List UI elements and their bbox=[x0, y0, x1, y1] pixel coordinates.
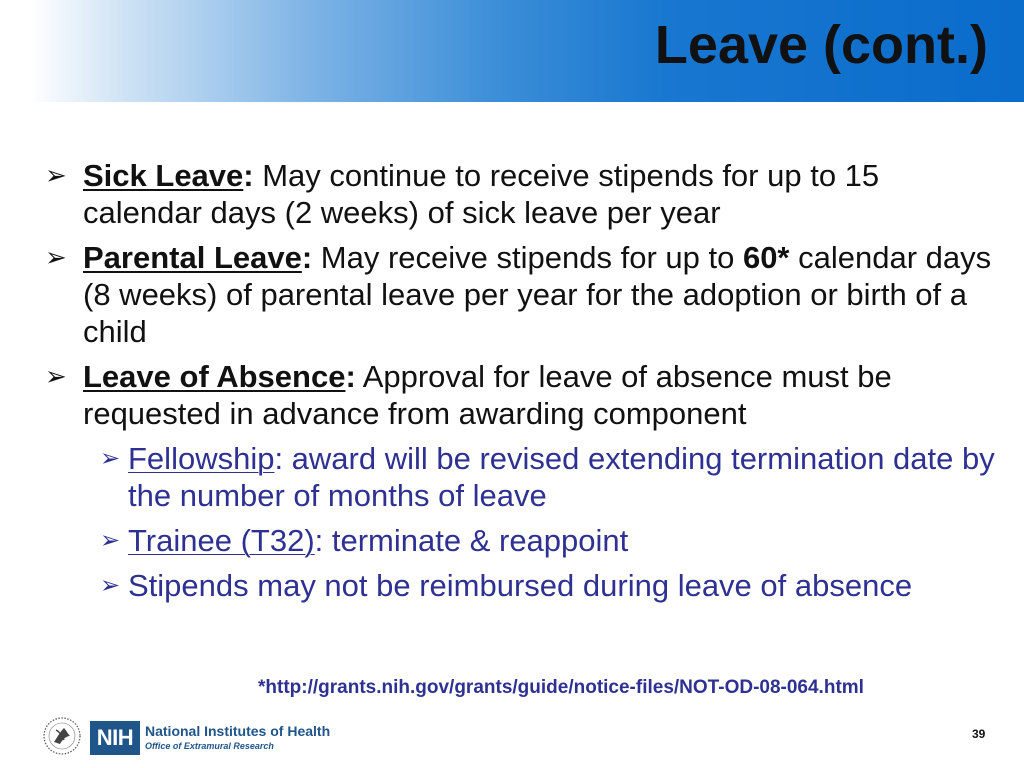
arrowhead-bullet-icon: ➢ bbox=[100, 572, 121, 599]
bullet-text: calendar days (8 weeks) of parental leave per year for the adoption or birth of a child bbox=[83, 240, 992, 349]
emphasis-60: 60* bbox=[742, 240, 790, 275]
sub-bullet-trainee bbox=[45, 522, 1005, 559]
sub-bullet-fellowship bbox=[45, 440, 1005, 514]
nih-office: Office of Extramural Research bbox=[145, 741, 274, 751]
arrowhead-bullet-icon: ➢ bbox=[100, 527, 121, 554]
footnote-url[interactable]: *http://grants.nih.gov/grants/guide/notice-files/NOT-OD-08-064.html bbox=[258, 677, 864, 698]
bullet-list bbox=[45, 157, 1005, 612]
bullet-text: Approval for leave of absence must be requested in advance from awarding component bbox=[83, 359, 892, 431]
bullet-sick-leave: ➢ Sick Leave: May continue to receive stipends for up to 15 calendar days (2 weeks) of sick leave per year bbox=[45, 158, 880, 230]
term-sick-leave: Sick Leave bbox=[83, 158, 244, 193]
bullet-text: May continue to receive stipends for up to 15 calendar days (2 weeks) of sick leave per year bbox=[83, 158, 880, 230]
bullet-leave-of-absence: ➢ Leave of Absence: Approval for leave of absence must be requested in advance from awarding component bbox=[45, 359, 892, 431]
sub-bullet-text: : award will be revised extending termination date by the number of months of leave bbox=[128, 441, 995, 513]
nih-abbrev: NIH bbox=[90, 721, 140, 755]
trainee-t32-link[interactable]: Trainee (T32) bbox=[128, 523, 315, 558]
arrowhead-bullet-icon: ➢ bbox=[45, 361, 67, 391]
arrowhead-bullet-icon: ➢ bbox=[100, 445, 121, 472]
slide-title: Leave (cont.) bbox=[654, 15, 988, 75]
nih-name: National Institutes of Health bbox=[145, 723, 331, 739]
term-parental-leave: Parental Leave bbox=[83, 240, 302, 275]
fellowship-link[interactable]: Fellowship bbox=[128, 441, 275, 476]
bullet-text: May receive stipends for up to bbox=[312, 240, 743, 275]
bullet-parental-leave: ➢ Parental Leave: May receive stipends for up to 60* calendar days (8 weeks) of parental leave per year for the adoption or birth of a child bbox=[45, 240, 992, 349]
sub-bullet-text: : terminate & reappoint bbox=[314, 523, 629, 558]
sub-bullet-stipends bbox=[45, 567, 1005, 604]
sub-bullet-text: Stipends may not be reimbursed during leave of absence bbox=[128, 568, 913, 603]
arrowhead-bullet-icon: ➢ bbox=[45, 160, 67, 190]
page-number: 39 bbox=[972, 727, 986, 741]
arrowhead-bullet-icon: ➢ bbox=[45, 242, 67, 272]
term-leave-of-absence: Leave of Absence bbox=[83, 359, 346, 394]
nih-logo bbox=[90, 721, 331, 757]
hhs-seal-icon bbox=[42, 716, 82, 756]
